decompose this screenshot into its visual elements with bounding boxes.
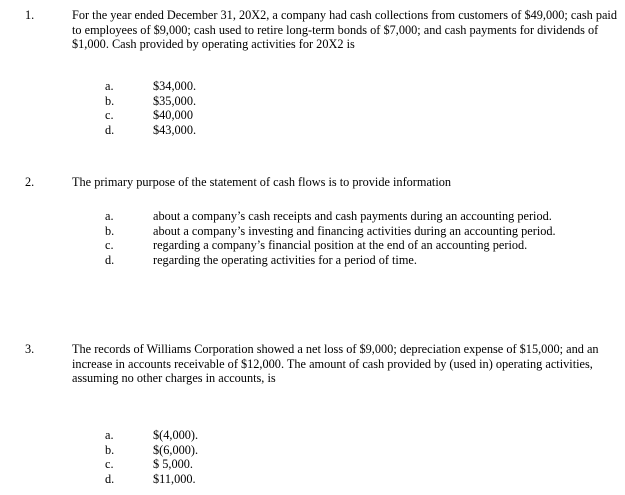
question-1-option-b — [105, 94, 196, 109]
question-2-number: 2. — [25, 175, 35, 189]
question-1-option-d — [105, 123, 196, 138]
question-2-option-c — [105, 238, 556, 253]
option-text: $40,000 — [153, 108, 193, 123]
question-3-option-d — [105, 472, 198, 487]
question-1-number: 1. — [25, 8, 35, 22]
question-1-option-a — [105, 79, 196, 94]
option-text: $43,000. — [153, 123, 197, 138]
question-2-options — [105, 209, 556, 268]
question-3-text: The records of Williams Corporation showed a net loss of $9,000; depreciation expense of $15,000; and an increase in accounts receivable of $12,000. The amount of cash provided by (used in) operating activities, assuming no other charges in accounts, is — [72, 342, 599, 385]
option-text: $11,000. — [153, 472, 196, 487]
option-text: $(6,000). — [153, 442, 199, 457]
question-3-option-b — [105, 443, 198, 458]
option-letter: b. — [105, 93, 115, 108]
option-text: $ 5,000. — [153, 457, 193, 472]
option-text: regarding the operating activities for a period of time. — [153, 253, 417, 268]
option-letter: d. — [105, 472, 115, 487]
question-3-options — [105, 428, 198, 487]
option-letter: d. — [105, 253, 115, 268]
question-2-option-d — [105, 253, 556, 268]
option-text: about a company’s investing and financing activities during an accounting period. — [153, 223, 556, 238]
option-letter: a. — [105, 209, 114, 223]
question-2-option-b — [105, 224, 556, 239]
option-letter: a. — [105, 79, 114, 93]
question-1-text: For the year ended December 31, 20X2, a company had cash collections from customers of $49,000; cash paid to employees of $9,000; cash used to retire long-term bonds of $7,000; and cash payments for dividends of $1,000. Cash provided by operating activities for 20X2 is — [72, 8, 617, 51]
option-letter: c. — [105, 108, 114, 123]
option-text: $34,000. — [153, 79, 197, 93]
option-text: about a company’s cash receipts and cash payments during an accounting period. — [153, 209, 552, 223]
question-2-text: The primary purpose of the statement of cash flows is to provide information — [72, 175, 452, 189]
question-3-option-a — [105, 428, 198, 443]
option-letter: c. — [105, 457, 114, 472]
question-1-option-c — [105, 108, 196, 123]
question-2-option-a — [105, 209, 556, 224]
option-letter: d. — [105, 123, 115, 138]
option-letter: b. — [105, 442, 115, 457]
option-text: $35,000. — [153, 93, 197, 108]
question-1-options — [105, 79, 196, 138]
option-text: $(4,000). — [153, 428, 199, 442]
option-text: regarding a company’s financial position at the end of an accounting period. — [153, 238, 528, 253]
question-3-option-c — [105, 457, 198, 472]
question-3-number: 3. — [25, 342, 35, 356]
option-letter: b. — [105, 223, 115, 238]
option-letter: a. — [105, 428, 114, 442]
option-letter: c. — [105, 238, 114, 253]
